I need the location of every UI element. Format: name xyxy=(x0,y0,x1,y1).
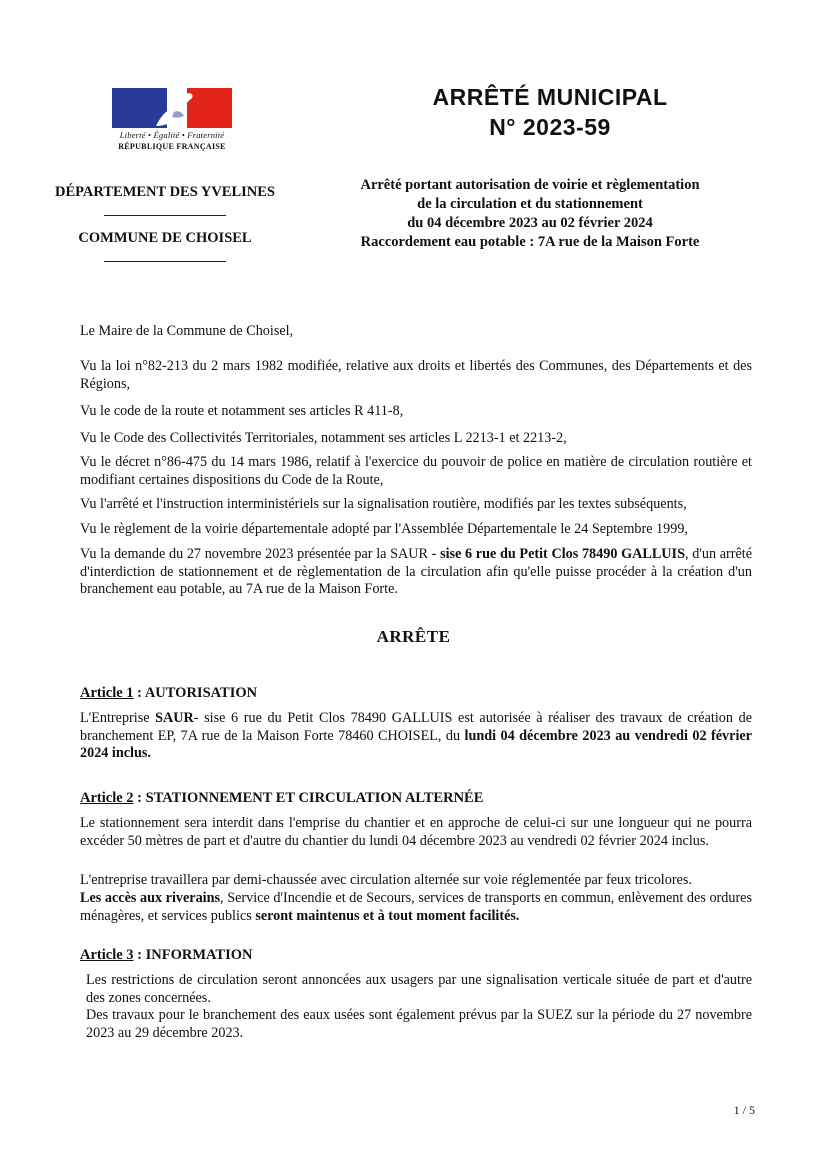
vu-demande xyxy=(80,546,752,599)
subject-block xyxy=(310,176,750,252)
article-1-heading xyxy=(80,685,257,702)
article-1-text: - sise 6 rue du Petit Clos 78490 GALLUIS est autorisée à réaliser des travaux de création de branchement EP, 7A rue de la Maison Forte 78460 CHOISEL, du xyxy=(80,710,752,744)
title-line-1: ARRÊTÉ MUNICIPAL xyxy=(432,84,668,110)
subject-line: Arrêté portant autorisation de voirie et règlementation xyxy=(360,177,700,193)
article-1-label: Article 1 xyxy=(80,685,134,701)
article-2-traffic: L'entreprise travaillera par demi-chaussée avec circulation alternée sur voie réglementée par feux tricolores. xyxy=(80,872,692,888)
title-line-2: N° 2023-59 xyxy=(489,114,611,140)
vu-demande-text-end: , d'un arrêté d'interdiction de stationnement et de règlementation de la circulation afin qu'elle puisse procéder à la création d'un branchement eau potable, au 7A rue de la Maison Forte. xyxy=(80,546,752,597)
republic-logo xyxy=(110,88,234,151)
article-2-access-bold: Les accès aux riverains xyxy=(80,890,221,906)
mayor-line: Le Maire de la Commune de Choisel, xyxy=(80,323,294,339)
vu-reglement-voirie: Vu le règlement de la voirie départementale adopté par l'Assemblée Départementale le 24 Septembre 1999, xyxy=(80,521,688,537)
subject-line: de la circulation et du stationnement xyxy=(417,196,643,212)
article-1-company: SAUR xyxy=(155,710,194,726)
vu-arrete-signalisation: Vu l'arrêté et l'instruction interministériels sur la signalisation routière, modifiés par les textes subséquents, xyxy=(80,496,687,512)
divider xyxy=(104,261,226,262)
subject-line: du 04 décembre 2023 au 02 février 2024 xyxy=(407,215,653,231)
vu-decret: Vu le décret n°86-475 du 14 mars 1986, relatif à l'exercice du pouvoir de police en matière de circulation routière et modifiant certaines dispositions du Code de la Route, xyxy=(80,454,752,488)
article-1-body xyxy=(80,710,752,763)
vu-demande-text: Vu la demande du 27 novembre 2023 présentée par la SAUR - xyxy=(80,546,441,562)
republique-francaise: RÉPUBLIQUE FRANÇAISE xyxy=(118,142,226,151)
vu-code-collectivites: Vu le Code des Collectivités Territoriales, notamment ses articles L 2213-1 et 2213-2, xyxy=(80,430,567,446)
article-2-title: : STATIONNEMENT ET CIRCULATION ALTERNÉE xyxy=(133,790,484,806)
article-2-access-end: seront maintenus et à tout moment facilités. xyxy=(255,907,520,924)
decision-heading: ARRÊTE xyxy=(376,627,451,646)
article-3-heading xyxy=(80,947,253,964)
vu-demande-address: sise 6 rue du Petit Clos 78490 GALLUIS xyxy=(440,546,685,562)
subject-line: Raccordement eau potable : 7A rue de la Maison Forte xyxy=(360,234,700,250)
article-1-text: L'Entreprise xyxy=(80,710,156,726)
article-3-title: : INFORMATION xyxy=(133,947,253,963)
divider xyxy=(104,215,226,216)
article-2-label: Article 2 xyxy=(80,790,134,806)
page-number: 1 / 5 xyxy=(733,1103,755,1117)
vu-loi: Vu la loi n°82-213 du 2 mars 1982 modifiée, relative aux droits et libertés des Communes, des Départements et des Régions, xyxy=(80,358,752,392)
vu-code-route: Vu le code de la route et notamment ses articles R 411-8, xyxy=(80,403,404,419)
article-3-suez: Des travaux pour le branchement des eaux usées sont également prévus par la SUEZ sur la période du 27 novembre 2023 au 29 décembre 2023. xyxy=(86,1007,752,1041)
article-1-dates: lundi 04 décembre 2023 au vendredi 02 février 2024 inclus. xyxy=(80,727,752,761)
article-2-heading xyxy=(80,790,483,807)
article-2-access xyxy=(80,890,752,925)
issuer-block xyxy=(40,184,290,276)
article-2-access-text: , Service d'Incendie et de Secours, services de transports en commun, enlèvement des ordures ménagères, et services publics xyxy=(80,890,752,924)
article-2-parking: Le stationnement sera interdit dans l'emprise du chantier et en approche de celui-ci sur une longueur qui ne pourra excéder 50 mètres de part et d'autre du chantier du lundi 04 décembre 2023 au vendredi 02 février 2024 inclus. xyxy=(80,815,752,849)
article-3-label: Article 3 xyxy=(80,947,134,963)
marianne-flag-icon xyxy=(112,88,232,128)
article-3-information: Les restrictions de circulation seront annoncées aux usagers par une signalisation verticale située de part et d'autre des zones concernées. xyxy=(86,972,752,1006)
article-1-title: : AUTORISATION xyxy=(133,685,258,701)
page-title xyxy=(400,82,700,142)
commune: COMMUNE DE CHOISEL xyxy=(78,230,252,246)
motto: Liberté • Égalité • Fraternité xyxy=(119,130,225,140)
department: DÉPARTEMENT DES YVELINES xyxy=(55,184,275,200)
